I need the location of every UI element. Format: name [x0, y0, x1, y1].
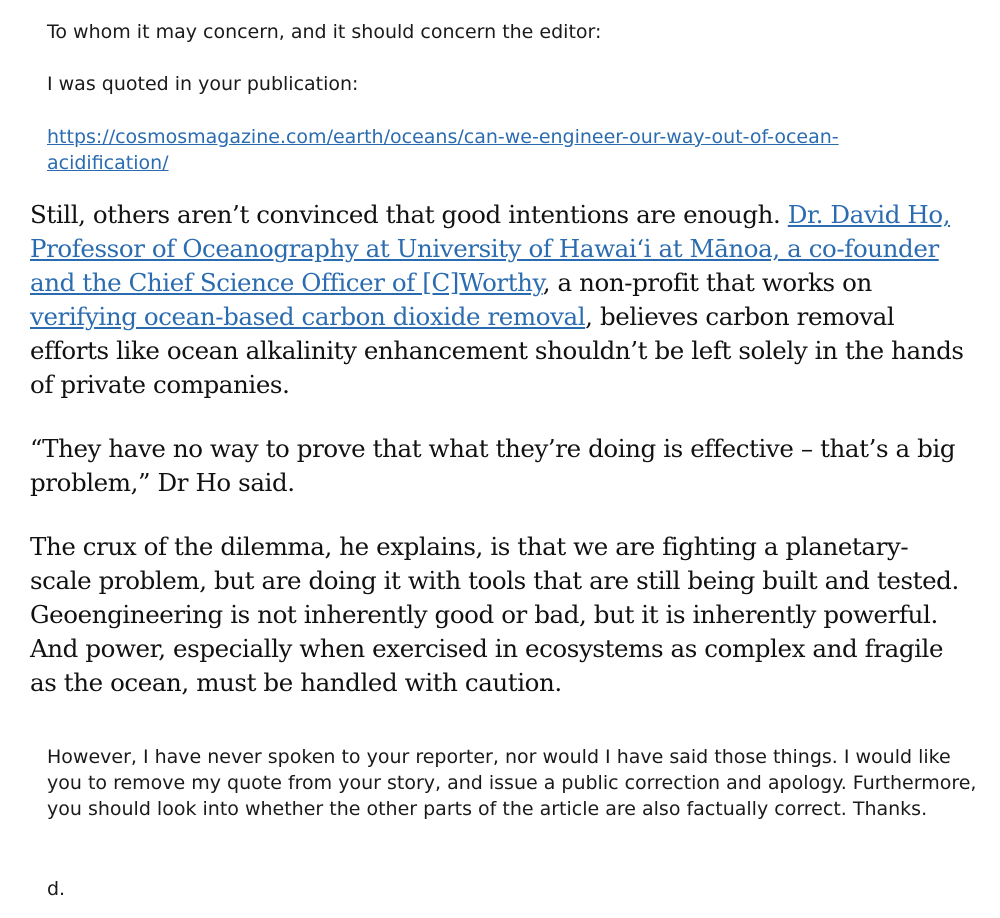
article-url-paragraph [47, 124, 947, 176]
quoted-paragraph-1-end: , believes carbon removal efforts like ocean alkalinity enhancement shouldn’t be left solely in the hands of private companies. [30, 302, 964, 399]
quoted-article-excerpt [30, 198, 965, 700]
quoted-paragraph-1-middle: , a non-profit that works on [542, 268, 872, 297]
quoted-paragraph-2: “They have no way to prove that what they’re doing is effective – that’s a big problem,” Dr Ho said. [30, 434, 956, 497]
david-ho-profile-link[interactable]: Dr. David Ho, Professor of Oceanography at University of Hawaiʻi at Mānoa, a co-founder and the Chief Science Officer of [C]Worthy [30, 200, 951, 297]
cdr-verification-link[interactable]: verifying ocean-based carbon dioxide removal [30, 302, 586, 331]
letter-closing: However, I have never spoken to your reporter, nor would I have said those things. I would like you to remove my quote from your story, and issue a public correction and apology. Furthermore, you should look into whether the other parts of the article are also factually correct. Thanks. [47, 746, 977, 820]
quoted-paragraph-1-start: Still, others aren’t convinced that good intentions are enough. [30, 200, 788, 229]
quoted-paragraph-3: The crux of the dilemma, he explains, is that we are fighting a planetary-scale problem, but are doing it with tools that are still being built and tested. Geoengineering is not inherently good or bad, but it is inherently powerful. And power, especially when exercised in ecosystems as complex and fragile as the ocean, must be handled with caution. [30, 532, 959, 697]
article-url-link[interactable]: https://cosmosmagazine.com/earth/oceans/can-we-engineer-our-way-out-of-ocean-acidification/ [47, 126, 839, 174]
letter-greeting: To whom it may concern, and it should concern the editor: [47, 21, 602, 43]
letter-intro: I was quoted in your publication: [47, 73, 359, 95]
letter-signature: d. [47, 878, 66, 900]
quoted-paragraph-1 [30, 198, 965, 402]
